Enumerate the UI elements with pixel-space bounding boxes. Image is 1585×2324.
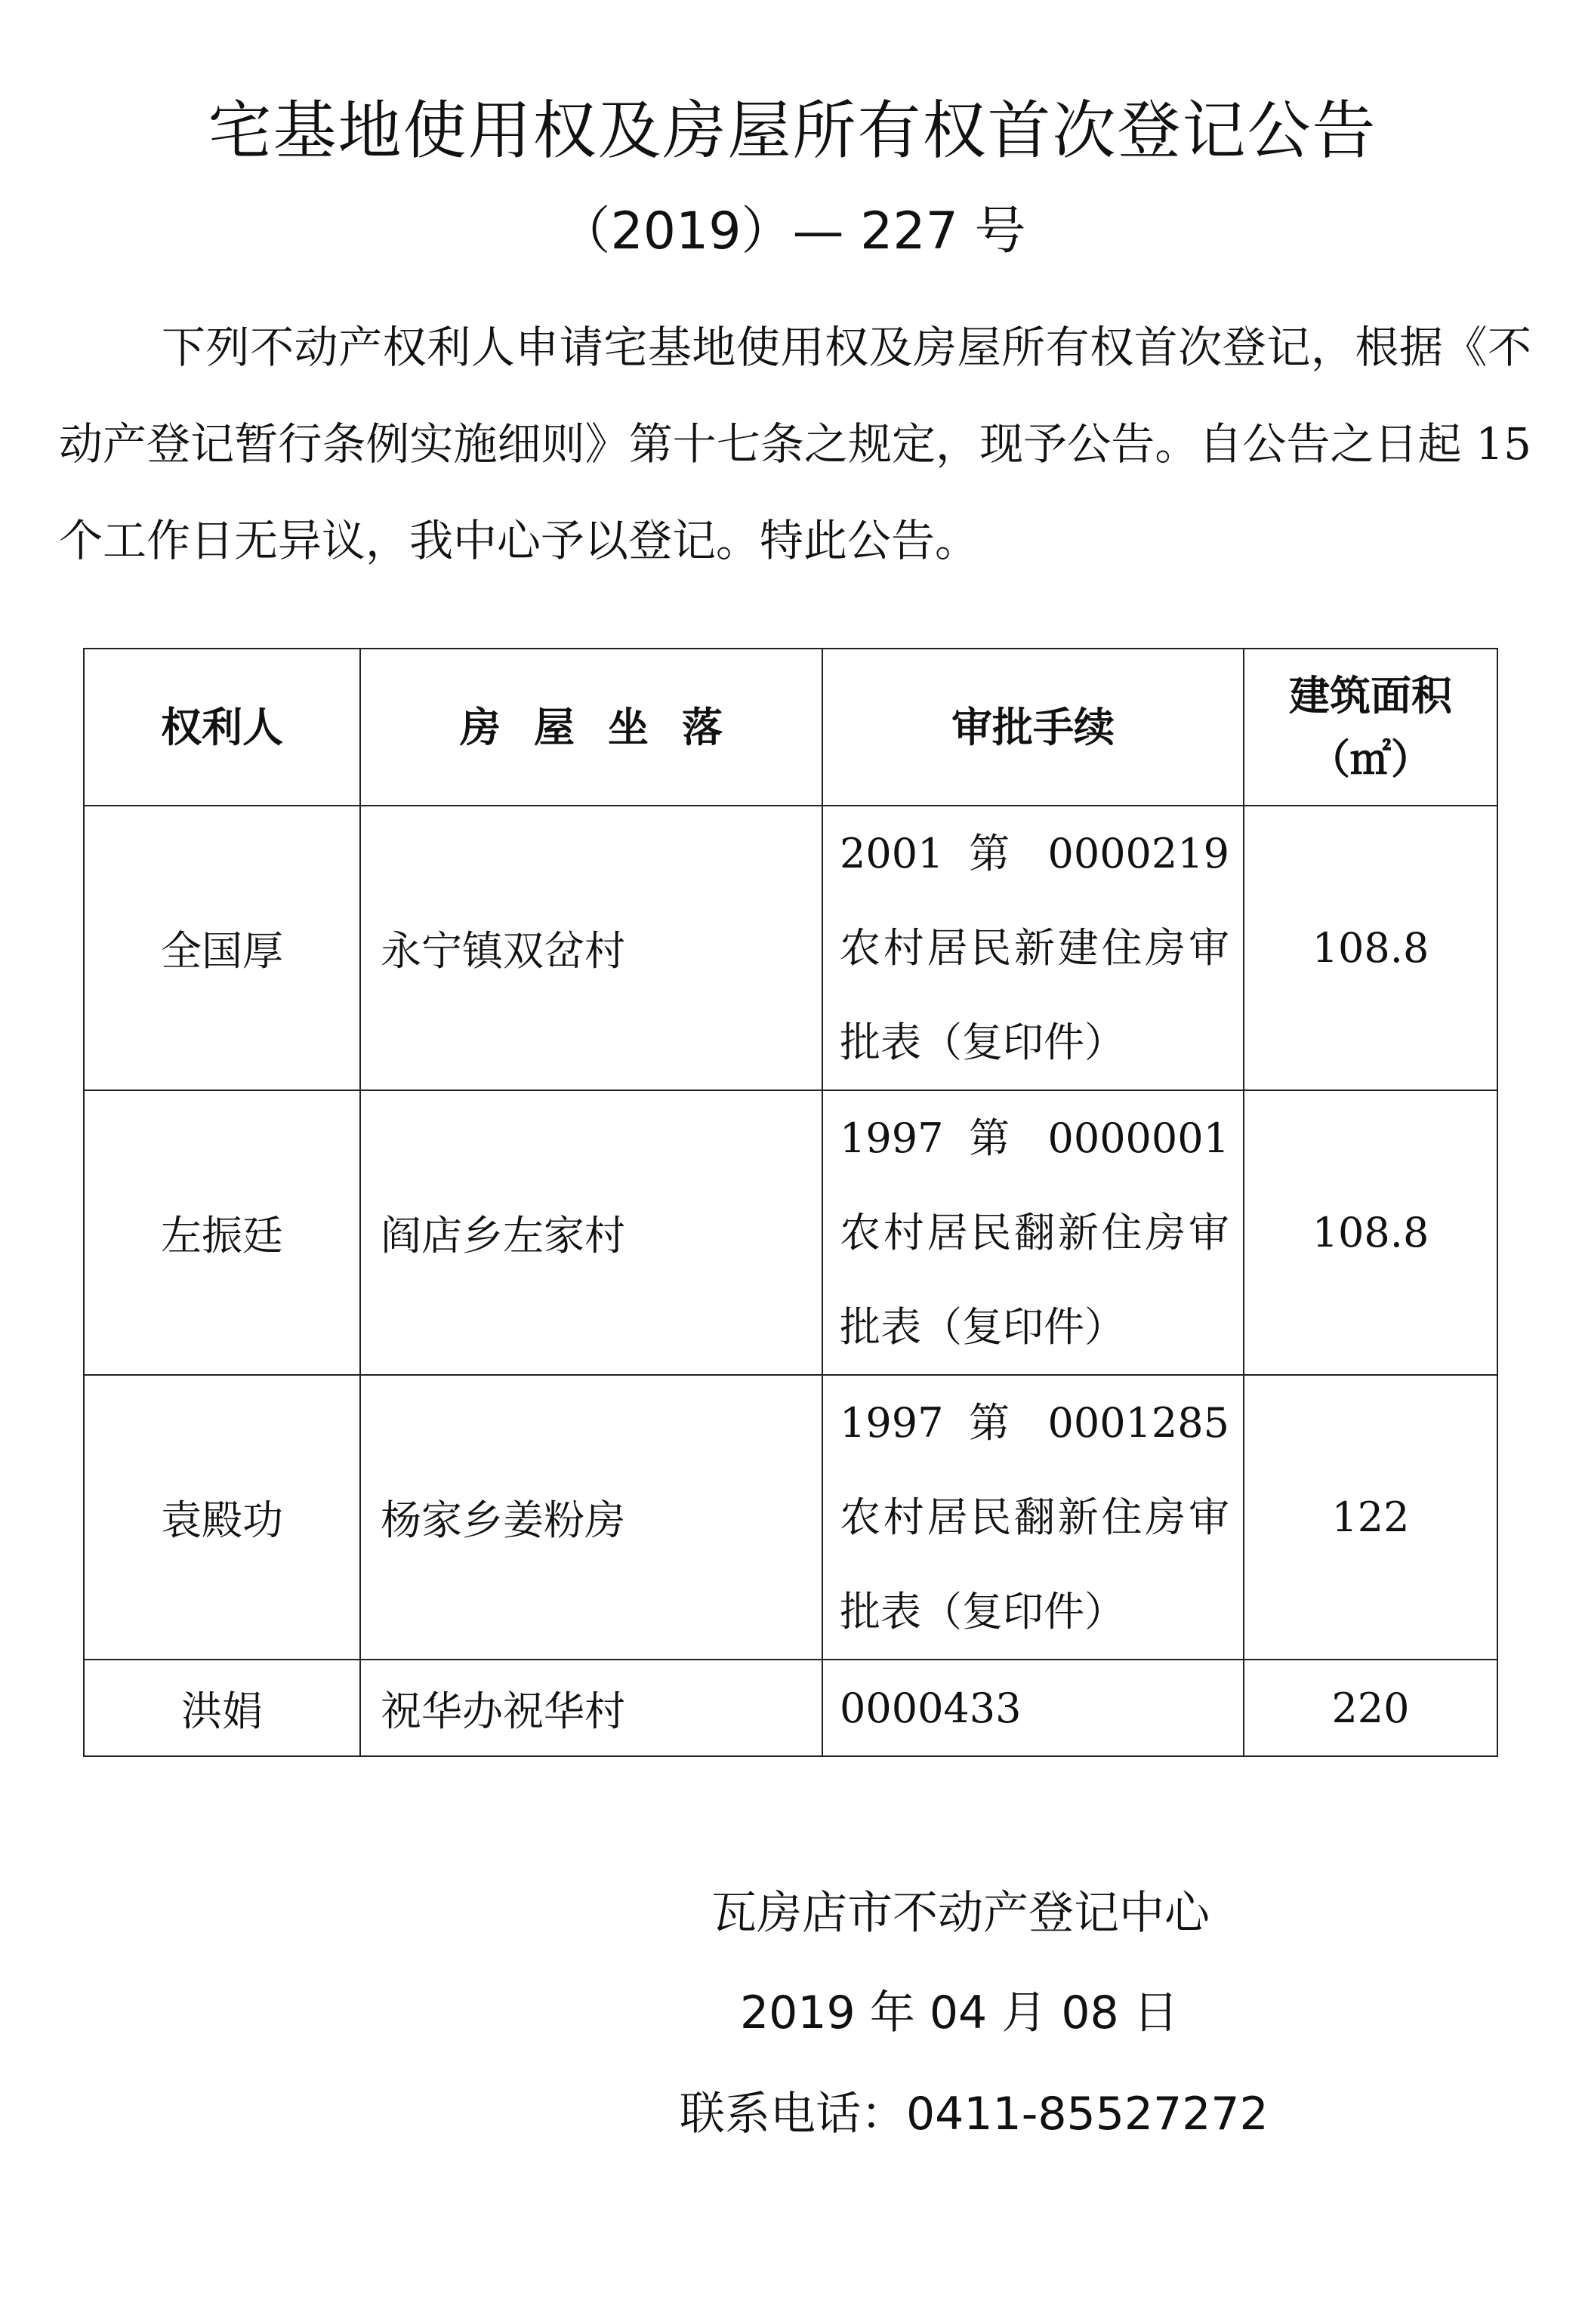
cell-location: 阎店乡左家村 — [360, 1090, 822, 1375]
cell-owner: 全国厚 — [84, 806, 360, 1090]
header-location-char: 屋 — [534, 703, 575, 751]
notice-title: 宅基地使用权及房屋所有权首次登记公告 — [208, 94, 1377, 168]
table-row — [84, 1090, 1497, 1375]
cell-location: 杨家乡姜粉房 — [360, 1375, 822, 1660]
header-approval: 审批手续 — [822, 649, 1244, 806]
registration-table — [83, 648, 1498, 1757]
header-area-label: 建筑面积 — [1289, 671, 1452, 720]
table-row — [84, 806, 1497, 1090]
header-owner: 权利人 — [84, 649, 360, 806]
contact-phone: 联系电话：0411-85527272 — [680, 2088, 1269, 2141]
cell-approval: 1997 第 0000001 农村居民翻新住房审批表（复印件） — [822, 1090, 1244, 1375]
header-area-unit: （㎡） — [1309, 735, 1432, 783]
cell-approval: 2001 第 0000219 农村居民新建住房审批表（复印件） — [822, 806, 1244, 1090]
issue-date: 2019 年 04 月 08 日 — [740, 1986, 1179, 2039]
cell-area: 108.8 — [1244, 806, 1497, 1090]
cell-area: 220 — [1244, 1660, 1497, 1756]
header-location-char: 房 — [460, 703, 501, 751]
cell-approval: 0000433 — [822, 1660, 1244, 1756]
cell-owner: 洪娟 — [84, 1660, 360, 1756]
cell-approval: 1997 第 0001285 农村居民翻新住房审批表（复印件） — [822, 1375, 1244, 1660]
header-location-char: 坐 — [608, 703, 649, 751]
cell-owner: 左振廷 — [84, 1090, 360, 1375]
document-number: （2019）— 227 号 — [559, 202, 1026, 261]
header-location — [360, 649, 822, 806]
cell-owner: 袁殿功 — [84, 1375, 360, 1660]
header-area — [1244, 649, 1497, 806]
cell-area: 108.8 — [1244, 1090, 1497, 1375]
table-row — [84, 1660, 1497, 1756]
cell-location: 永宁镇双岔村 — [360, 806, 822, 1090]
table-row — [84, 1375, 1497, 1660]
intro-paragraph: 下列不动产权利人申请宅基地使用权及房屋所有权首次登记，根据《不动产登记暂行条例实施细则》第十七条之规定，现予公告。自公告之日起 15 个工作日无异议，我中心予以登记。特此公告。 — [59, 322, 1531, 566]
cell-location: 祝华办祝华村 — [360, 1660, 822, 1756]
table-header-row — [84, 649, 1497, 806]
header-location-char: 落 — [682, 703, 723, 751]
cell-area: 122 — [1244, 1375, 1497, 1660]
issuing-organization: 瓦房店市不动产登记中心 — [711, 1887, 1210, 1940]
